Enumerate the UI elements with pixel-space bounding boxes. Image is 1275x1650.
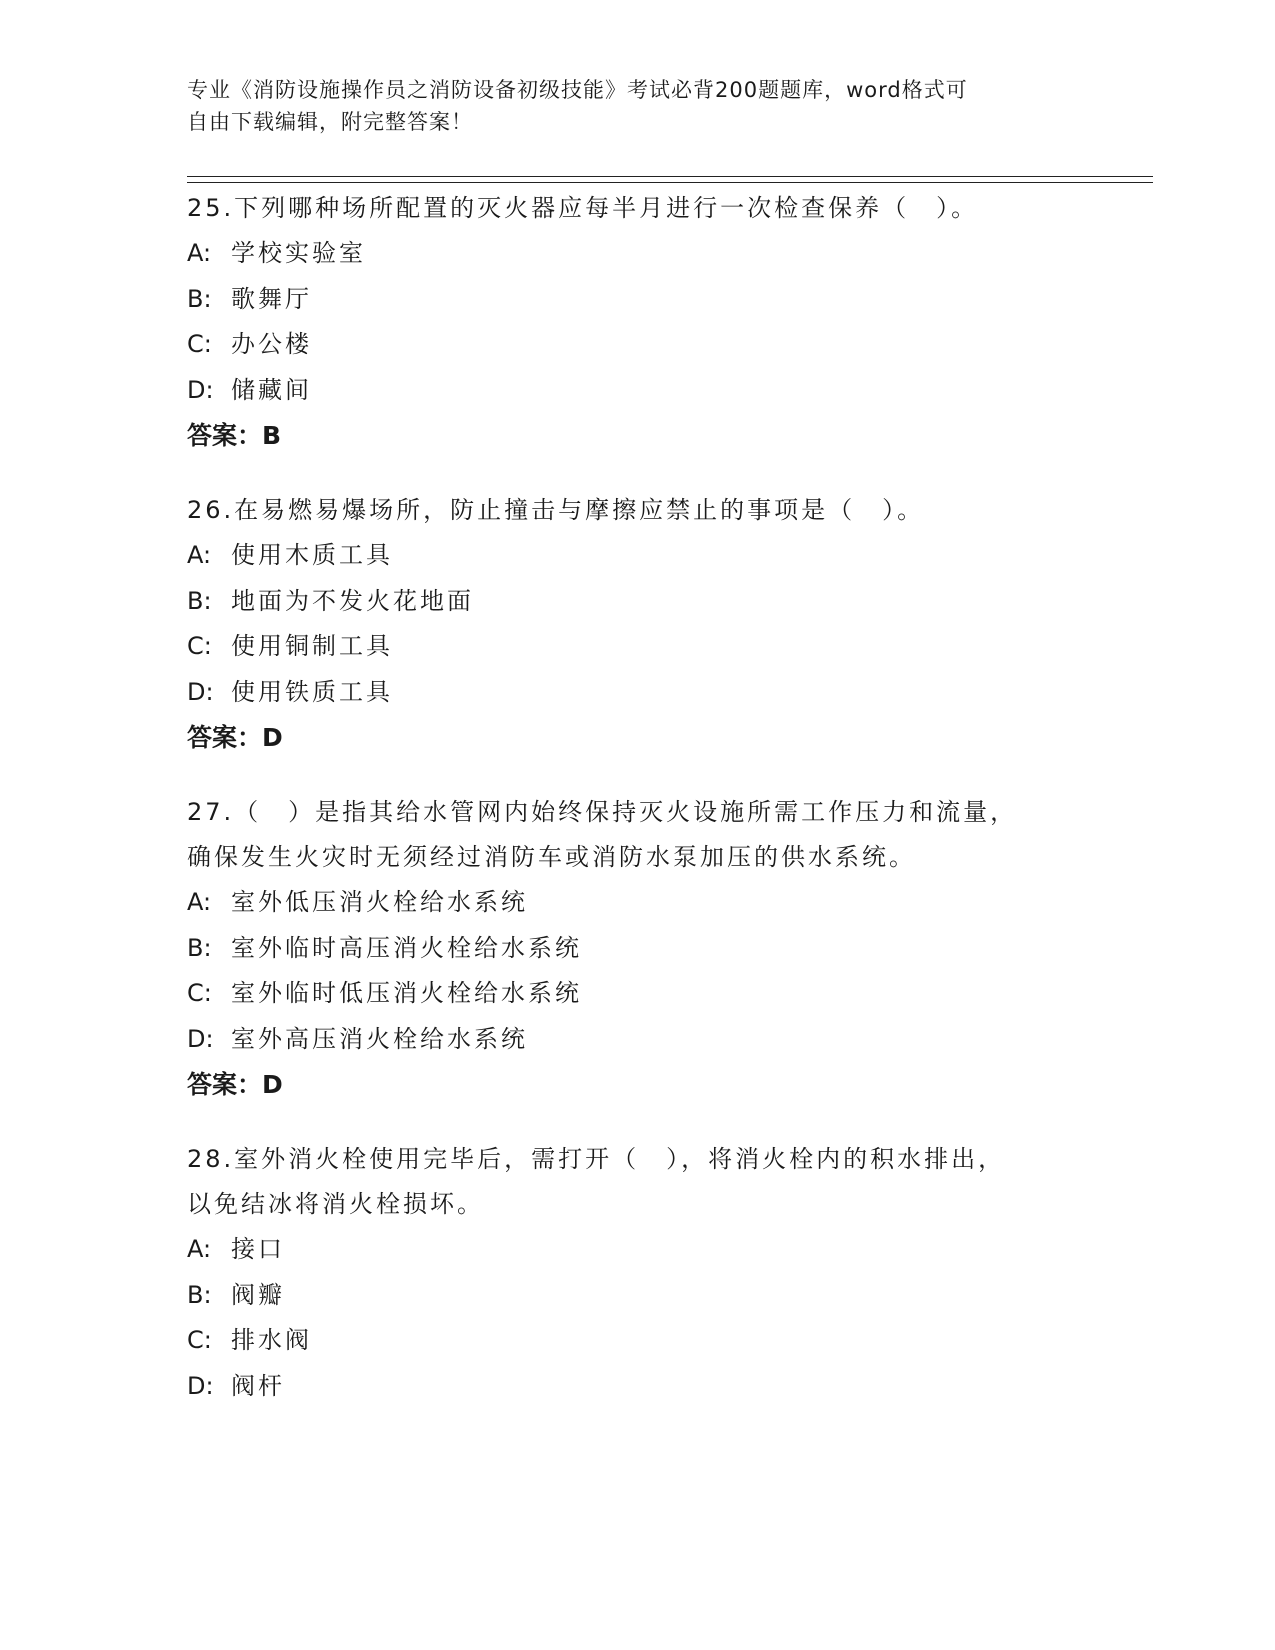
- option-text: 阀瓣: [231, 1280, 285, 1309]
- answer-line: [187, 413, 1087, 458]
- option-text: 室外低压消火栓给水系统: [231, 888, 528, 916]
- answer-line: [187, 1062, 1087, 1107]
- answer-value: D: [262, 723, 283, 752]
- option-text: 排水阀: [231, 1326, 312, 1354]
- answer-option: [187, 624, 1087, 670]
- option-text: 办公楼: [231, 330, 312, 358]
- question-item: [187, 488, 1087, 760]
- option-letter: B:: [187, 1280, 212, 1309]
- question-item: [187, 790, 1087, 1107]
- answer-option: [187, 926, 1087, 972]
- option-text: 接口: [231, 1235, 285, 1263]
- option-letter: B:: [187, 284, 212, 313]
- question-list: [187, 186, 1087, 1439]
- answer-label: 答案：: [187, 723, 263, 752]
- question-stem: 以免结冰将消火栓损坏。: [187, 1190, 484, 1218]
- question-stem: 确保发生火灾时无须经过消防车或消防水泵加压的供水系统。: [187, 843, 916, 871]
- option-letter: C:: [187, 330, 212, 358]
- answer-option: [187, 1273, 1087, 1319]
- question-stem: 28.室外消火栓使用完毕后，需打开（ ），将消火栓内的积水排出，: [187, 1145, 1006, 1173]
- answer-option: [187, 579, 1087, 625]
- answer-line: [187, 715, 1087, 760]
- option-letter: A:: [187, 888, 212, 916]
- question-stem: 27.（ ）是指其给水管网内始终保持灭火设施所需工作压力和流量，: [187, 798, 1018, 826]
- option-letter: C:: [187, 1326, 212, 1354]
- option-letter: B:: [187, 933, 212, 962]
- question-item: [187, 186, 1087, 458]
- option-letter: C:: [187, 979, 212, 1007]
- question-item: [187, 1137, 1087, 1409]
- option-text: 使用木质工具: [231, 541, 393, 569]
- option-letter: A:: [187, 541, 212, 569]
- answer-option: [187, 971, 1087, 1017]
- option-letter: D:: [187, 1024, 214, 1053]
- answer-option: [187, 880, 1087, 926]
- option-text: 室外临时低压消火栓给水系统: [231, 979, 582, 1007]
- answer-value: B: [262, 421, 282, 450]
- option-letter: A:: [187, 1235, 212, 1263]
- answer-option: [187, 533, 1087, 579]
- answer-option: [187, 670, 1087, 716]
- option-text: 使用铜制工具: [231, 632, 393, 660]
- header-line-1: 专业《消防设施操作员之消防设备初级技能》考试必背200题题库，word格式可: [187, 78, 968, 102]
- answer-label: 答案：: [187, 1070, 263, 1099]
- question-stem: 26.在易燃易爆场所，防止撞击与摩擦应禁止的事项是（ ）。: [187, 496, 925, 524]
- answer-value: D: [262, 1070, 283, 1099]
- option-text: 学校实验室: [231, 239, 366, 267]
- option-text: 储藏间: [231, 375, 312, 404]
- answer-option: [187, 322, 1087, 368]
- option-text: 室外高压消火栓给水系统: [231, 1024, 528, 1053]
- option-letter: A:: [187, 239, 212, 267]
- header-divider-top: [187, 176, 1153, 177]
- question-stem: 25.下列哪种场所配置的灭火器应每半月进行一次检查保养（ ）。: [187, 194, 979, 222]
- option-text: 室外临时高压消火栓给水系统: [231, 933, 582, 962]
- answer-option: [187, 231, 1087, 277]
- option-text: 使用铁质工具: [231, 677, 393, 706]
- option-text: 阀杆: [231, 1371, 285, 1400]
- answer-option: [187, 368, 1087, 414]
- answer-option: [187, 1017, 1087, 1063]
- header-line-2: 自由下载编辑，附完整答案！: [187, 110, 473, 134]
- answer-label: 答案：: [187, 421, 263, 450]
- answer-option: [187, 1364, 1087, 1410]
- header-divider-bottom: [187, 182, 1153, 183]
- option-letter: C:: [187, 632, 212, 660]
- option-letter: B:: [187, 586, 212, 615]
- option-text: 地面为不发火花地面: [231, 586, 474, 615]
- answer-option: [187, 1227, 1087, 1273]
- option-letter: D:: [187, 1371, 214, 1400]
- option-text: 歌舞厅: [231, 284, 312, 313]
- option-letter: D:: [187, 677, 214, 706]
- document-header: [187, 74, 1087, 138]
- answer-option: [187, 277, 1087, 323]
- answer-option: [187, 1318, 1087, 1364]
- option-letter: D:: [187, 375, 214, 404]
